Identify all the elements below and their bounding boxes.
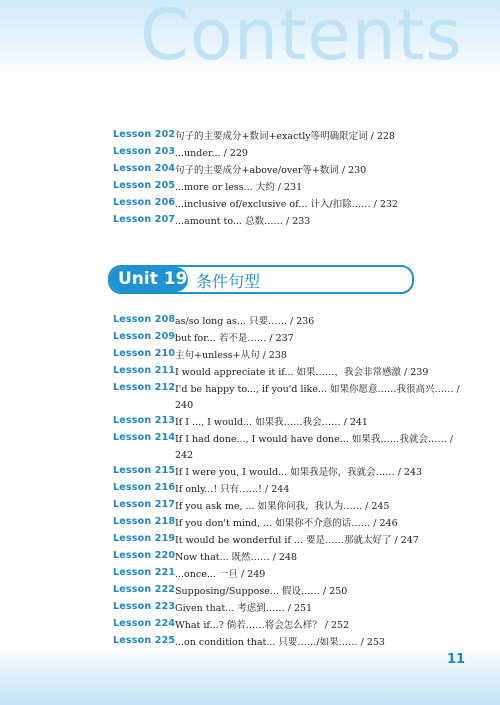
footer-gradient [0, 645, 500, 705]
lesson-row[interactable] [113, 617, 453, 634]
lesson-row[interactable] [113, 464, 453, 481]
lesson-title: ...inclusive of/exclusive of... 计入/扣除…… / 232 [175, 199, 398, 210]
lesson-title: 句子的主要成分+数词+exactly等明确限定词 / 228 [175, 131, 395, 142]
lesson-row[interactable] [113, 532, 453, 549]
lesson-number: Lesson 209 [113, 331, 176, 342]
lesson-title: It would be wonderful if ... 要是……那就太好了 / 247 [175, 535, 419, 546]
lesson-row[interactable] [113, 634, 453, 651]
lesson-row[interactable] [113, 330, 453, 347]
lesson-number: Lesson 206 [113, 197, 176, 208]
lesson-number: Lesson 214 [113, 432, 176, 443]
lesson-number: Lesson 215 [113, 465, 176, 476]
lesson-row[interactable] [113, 583, 453, 600]
lesson-number: Lesson 202 [113, 129, 176, 140]
unit-banner [108, 265, 414, 294]
lesson-title: I would appreciate it if... 如果……，我会非常感激 / 239 [175, 367, 429, 378]
lesson-row[interactable] [113, 381, 460, 414]
lesson-row[interactable] [113, 162, 453, 179]
lesson-title: ...once... 一旦 / 249 [175, 569, 266, 580]
lesson-number: Lesson 225 [113, 635, 176, 646]
lesson-row[interactable] [113, 414, 453, 431]
lesson-title: If only...! 只有……! / 244 [175, 484, 290, 495]
lesson-title: ...amount to... 总数…… / 233 [175, 216, 311, 227]
unit-title: 条件句型 [196, 272, 261, 291]
lesson-number: Lesson 204 [113, 163, 176, 174]
lesson-number: Lesson 218 [113, 516, 176, 527]
lesson-title: If you ask me, ... 如果你问我，我认为…… / 245 [175, 501, 390, 512]
lesson-number: Lesson 222 [113, 584, 176, 595]
lesson-row[interactable] [113, 481, 453, 498]
lesson-row[interactable] [113, 347, 453, 364]
lesson-number: Lesson 211 [113, 365, 176, 376]
lesson-title: ...under... / 229 [175, 148, 248, 159]
lesson-number: Lesson 213 [113, 415, 176, 426]
lesson-title: as/so long as... 只要…… / 236 [175, 316, 315, 327]
lesson-title: but for... 若不是…… / 237 [175, 333, 294, 344]
lesson-number: Lesson 205 [113, 180, 176, 191]
lesson-title: If I were you, I would... 如果我是你，我就会…… / 243 [175, 467, 423, 478]
lesson-number: Lesson 223 [113, 601, 176, 612]
lesson-number: Lesson 220 [113, 550, 176, 561]
unit-tab [110, 267, 188, 292]
lesson-title: Supposing/Suppose... 假设…… / 250 [175, 586, 348, 597]
lesson-row[interactable] [113, 498, 453, 515]
lesson-row[interactable] [113, 179, 453, 196]
lesson-row[interactable] [113, 145, 453, 162]
lesson-row[interactable] [113, 431, 453, 464]
lesson-title: If I had done..., I would have done... 如果我……我就会…… / 242 [175, 434, 454, 461]
lesson-title: Given that... 考虑到…… / 251 [175, 603, 313, 614]
page-banner-title: Contents [140, 0, 463, 76]
lesson-row[interactable] [113, 515, 453, 532]
lesson-row[interactable] [113, 364, 453, 381]
lesson-row[interactable] [113, 196, 453, 213]
lesson-row[interactable] [113, 128, 453, 145]
lesson-title: ...on condition that... 只要……/如果…… / 253 [175, 637, 385, 648]
lesson-title: 主句+unless+从句 / 238 [175, 350, 287, 361]
lesson-title: If I ..., I would... 如果我……我会…… / 241 [175, 417, 368, 428]
lesson-title: ...more or less... 大约 / 231 [175, 182, 303, 193]
page-number: 11 [447, 652, 466, 667]
lesson-title: 句子的主要成分+above/over等+数词 / 230 [175, 165, 367, 176]
lesson-row[interactable] [113, 600, 453, 617]
lesson-title: If you don't mind, ... 如果你不介意的话…… / 246 [175, 518, 398, 529]
lesson-number: Lesson 207 [113, 214, 176, 225]
lesson-number: Lesson 221 [113, 567, 176, 578]
lesson-number: Lesson 217 [113, 499, 176, 510]
lesson-row[interactable] [113, 549, 453, 566]
lesson-title: What if...? 倘若……将会怎么样？ / 252 [175, 620, 350, 631]
lesson-list-unit [113, 313, 460, 651]
unit-label: Unit 19 [118, 269, 188, 289]
lesson-title: Now that... 既然…… / 248 [175, 552, 298, 563]
lesson-number: Lesson 203 [113, 146, 176, 157]
lesson-title: I'd be happy to..., if you'd like... 如果你愿意……我很高兴…… / 240 [175, 384, 460, 411]
lesson-number: Lesson 216 [113, 482, 176, 493]
lesson-list-top [113, 128, 453, 230]
lesson-number: Lesson 210 [113, 348, 176, 359]
lesson-number: Lesson 208 [113, 314, 176, 325]
lesson-number: Lesson 212 [113, 382, 176, 393]
lesson-row[interactable] [113, 313, 453, 330]
lesson-number: Lesson 224 [113, 618, 176, 629]
lesson-row[interactable] [113, 566, 453, 583]
lesson-row[interactable] [113, 213, 453, 230]
lesson-number: Lesson 219 [113, 533, 176, 544]
